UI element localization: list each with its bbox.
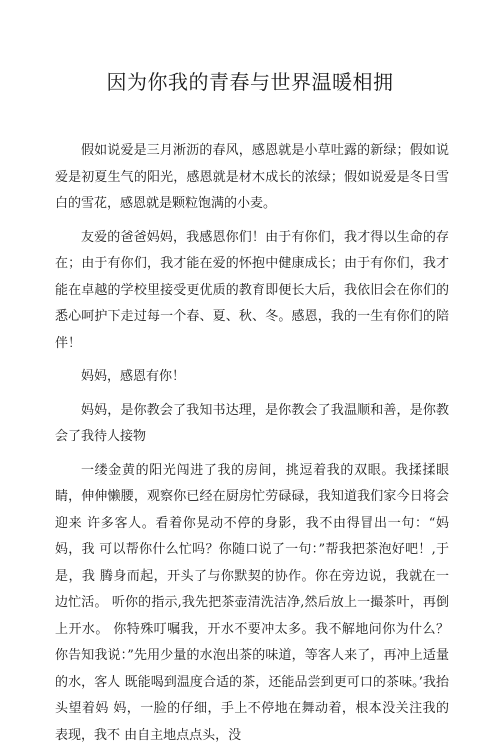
paragraph: 假如说爱是三月淅沥的春风，感恩就是小草吐露的新绿；假如说 爱是初夏生气的阳光，感恩就是材木成长的浓绿；假如说爱是冬日雪 白的雪花，感恩就是颗粒饱满的小麦。 (55, 143, 449, 211)
paragraph: 妈妈，感恩有你！ (81, 369, 186, 384)
paragraph: 妈妈，是你教会了我知书达理，是你教会了我温顺和善，是你教 会了我待人接物 (55, 402, 449, 444)
paragraph: 一缕金黄的阳光闯进了我的房间，挑逗着我的双眼。我揉揉眼睛，伸伸懒腰，观察你已经在厨房忙劳碌碌，我知道我们家今日将会迎来 许多客人。看着你晃动不停的身影，我不由得冒出一句：“妈妈，我 可以帮你什么忙吗？你随口说了一句：”帮我把茶泡好吧！,于是，我 腾身而起，开头了与你默契的协作。你在旁边说，我就在一边忙活。 听你的指示,我先把茶壶清洗洁净,然后放上一撮茶叶，再倒上开水。 你特殊叮嘱我，开水不要冲太多。我不解地问你为什么？你告知我说：”先用少量的水泡出茶的味道，等客人来了，再冲上适量的水，客人 既能喝到温度合适的茶，还能品尝到更可口的茶味。’我抬头望着妈 妈，一脸的仔细，手上不停地在舞动着，根本没关注我的表现，我不 由自主地点点头，没 (55, 462, 449, 743)
document-body (55, 138, 449, 747)
paragraph: 友爱的爸爸妈妈，我感恩你们！由于有你们，我才得以生命的存 在；由于有你们，我才能在爱的怀抱中健康成长；由于有你们，我才 能在卓越的学校里接受更优质的教育即便长大后，我依旧会在你们的 悉心呵护下走过每一个春、夏、秋、冬。感恩，我的一生有你们的陪 伴！ (55, 229, 449, 351)
document-title: 因为你我的青春与世界温暖相拥 (106, 70, 394, 94)
